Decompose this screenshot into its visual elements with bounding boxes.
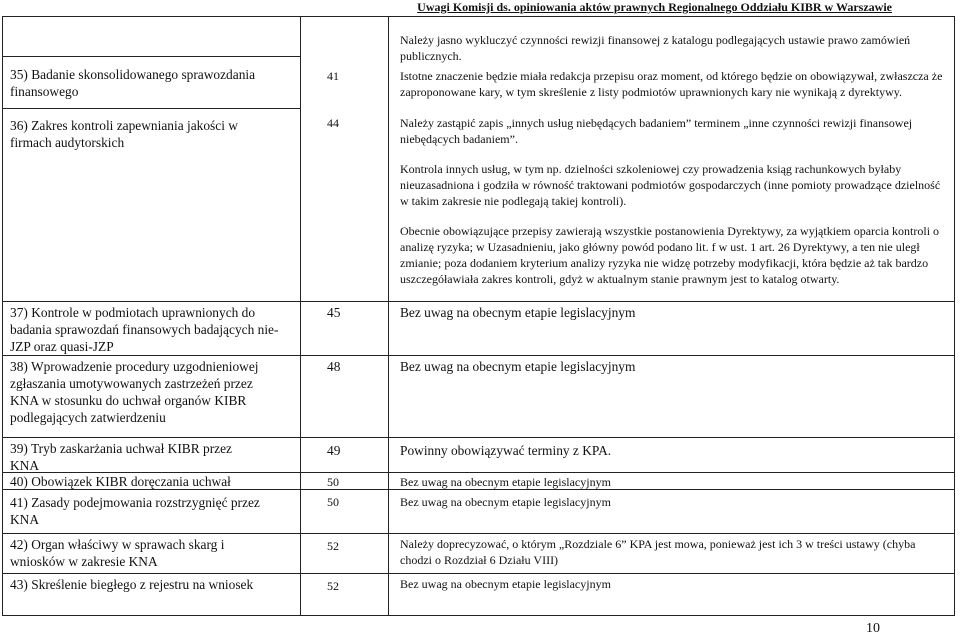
comment-cell: [400, 442, 945, 459]
topic-cell: 41) Zasady podejmowania rozstrzygnięć przez KNA: [10, 495, 260, 527]
comment-text: Bez uwag na obecnym etapie legislacyjnym: [400, 359, 636, 374]
comment-cell: [400, 32, 945, 64]
comment-text: Kontrola innych usług, w tym np. dzielności szkoleniowej czy prowadzenia ksiąg rachunkowych byłaby nieuzasadniona i godziła w równość traktowani podmiotów gospodarczych (inne pomioty prowadzące dzielność w takim zakresie nie podlegają takiej kontroli).: [400, 162, 941, 208]
article-number: 48: [327, 359, 341, 374]
comment-cell: [400, 536, 945, 568]
page-number: 10: [866, 621, 880, 636]
article-number: 52: [327, 579, 339, 593]
topic-cell: 43) Skreślenie biegłego z rejestru na wniosek: [10, 577, 254, 592]
comment-cell: [400, 576, 945, 592]
topic-cell: 37) Kontrole w podmiotach uprawnionych do badania sprawozdań finansowych badających nie-JZP oraz quasi-JZP: [10, 305, 279, 354]
topic-cell: 35) Badanie skonsolidowanego sprawozdania finansowego: [10, 67, 256, 99]
table-top-border: [2, 16, 955, 17]
comment-text: Należy jasno wykluczyć czynności rewizji finansowej z katalogu podlegających ustawie prawo zamówień publicznych.: [400, 33, 911, 63]
article-number: 49: [327, 443, 341, 458]
comment-text: Bez uwag na obecnym etapie legislacyjnym: [400, 577, 611, 591]
page-header: Uwagi Komisji ds. opiniowania aktów prawnych Regionalnego Oddziału KIBR w Warszawie: [417, 0, 892, 14]
row-divider: [2, 573, 955, 574]
topic-cell: 39) Tryb zaskarżania uchwał KIBR przez KNA: [10, 441, 232, 473]
table-left-border: [2, 16, 3, 616]
topic-cell: 36) Zakres kontroli zapewniania jakości w firmach audytorskich: [10, 118, 238, 150]
comment-text: Należy doprecyzować, o którym „Rozdziale 6” KPA jest mowa, ponieważ jest ich 3 w treści ustawy (chyba chodzi o Rozdział 6 Działu VIII): [400, 537, 916, 567]
comment-text: Obecnie obowiązujące przepisy zawierają wszystkie postanowienia Dyrektywy, za wyjątkiem oparcia kontroli o analizę ryzyka; w Uzasadnieniu, jako główny powód podano lit. f w ust. 1 art. 26 Dyrektywy, a ten nie uległ zmianie; poza dodaniem kryterium analizy ryzyka nie widzę potrzeby modyfikacji, która będzie aż tak bardzo uszczegóławiała zakres kontroli, gdyż w aktualnym stanie prawnym jest to katalog otwarty.: [400, 224, 940, 286]
article-number: 52: [327, 539, 339, 553]
row-divider: [2, 355, 955, 356]
comment-cell: [400, 68, 945, 100]
table-right-border: [954, 16, 955, 616]
table-bottom-border: [2, 615, 955, 616]
row-divider: [2, 533, 955, 534]
article-number: 50: [327, 495, 339, 509]
topic-cell: 40) Obowiązek KIBR doręczania uchwał: [10, 474, 231, 489]
comment-text: Bez uwag na obecnym etapie legislacyjnym: [400, 495, 611, 509]
comment-cell: [400, 494, 945, 510]
topic-cell: 38) Wprowadzenie procedury uzgodnieniowej zgłaszania umotywowanych zastrzeżeń przez KNA w stosunku do uchwał organów KIBR podlegających zatwierdzeniu: [10, 359, 259, 425]
comment-cell: [400, 304, 945, 321]
column-divider-topic: [300, 16, 301, 616]
comment-text: Bez uwag na obecnym etapie legislacyjnym: [400, 305, 636, 320]
row-divider: [2, 56, 300, 57]
comment-cell: [400, 474, 945, 490]
comment-text: Bez uwag na obecnym etapie legislacyjnym: [400, 475, 611, 489]
article-number: 44: [327, 116, 339, 130]
row-divider: [2, 437, 955, 438]
comment-cell: [400, 358, 945, 375]
row-divider: [2, 108, 300, 109]
comment-text: Istotne znaczenie będzie miała redakcja przepisu oraz moment, od którego będzie on obowiązywał, zwłaszcza że zaproponowane kary, w tym skreślenie z listy podmiotów uprawnionych kary nie wynikają z dyrektywy.: [400, 69, 943, 99]
row-divider: [2, 301, 955, 302]
article-number: 45: [327, 305, 341, 320]
article-number: 50: [327, 475, 339, 489]
comment-cell: [400, 115, 945, 287]
article-number: 41: [327, 69, 339, 83]
comment-text: Powinny obowiązywać terminy z KPA.: [400, 443, 612, 458]
column-divider-number: [388, 16, 389, 616]
topic-cell: 42) Organ właściwy w sprawach skarg i wniosków w zakresie KNA: [10, 537, 225, 569]
comment-text: Należy zastąpić zapis „innych usług niebędących badaniem” terminem „inne czynności rewizji finansowej niebędących badaniem”.: [400, 116, 913, 146]
